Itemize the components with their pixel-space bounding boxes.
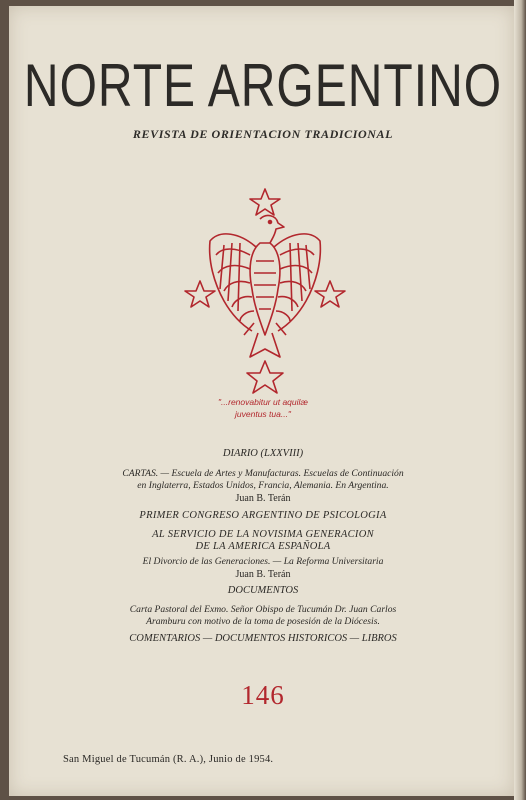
toc-servicio-line-1: AL SERVICIO DE LA NOVISIMA GENERACION: [152, 529, 374, 540]
toc-carta-line-2: Aramburu con motivo de la toma de posesión de la Diócesis.: [146, 616, 380, 627]
toc-divorcio: El Divorcio de las Generaciones. — La Reforma Universitaria: [142, 556, 384, 567]
toc-divorcio-author: Juan B. Terán: [235, 569, 291, 580]
issue-number: 146: [241, 680, 285, 710]
toc-servicio-line-2: DE LA AMERICA ESPAÑOLA: [195, 541, 331, 552]
toc-cartas-line-1: CARTAS. — Escuela de Artes y Manufacturas. Escuelas de Continuación: [122, 468, 404, 479]
latin-motto: [0, 396, 526, 420]
motto-line-1: "...renovabitur ut aquilæ: [218, 397, 308, 407]
toc-cartas-author: Juan B. Terán: [235, 493, 291, 504]
toc-diario: DIARIO (LXXVIII): [222, 448, 304, 459]
toc-documentos: DOCUMENTOS: [227, 585, 299, 596]
toc-cartas-line-2: en Inglaterra, Estados Unidos, Francia, Alemania. En Argentina.: [137, 480, 389, 491]
toc-carta-line-1: Carta Pastoral del Exmo. Señor Obispo de Tucumán Dr. Juan Carlos: [129, 604, 397, 615]
toc-congreso: PRIMER CONGRESO ARGENTINO DE PSICOLOGIA: [139, 510, 387, 521]
magazine-subtitle: REVISTA DE ORIENTACION TRADICIONAL: [132, 127, 394, 141]
publication-place-date: San Miguel de Tucumán (R. A.), Junio de 1954.: [63, 754, 274, 765]
motto-line-2: juventus tua...": [235, 409, 291, 419]
toc-comentarios: COMENTARIOS — DOCUMENTOS HISTORICOS — LIBROS: [129, 633, 397, 644]
eagle-with-stars-icon: [180, 185, 350, 400]
magazine-title: NORTE ARGENTINO: [23, 53, 503, 120]
